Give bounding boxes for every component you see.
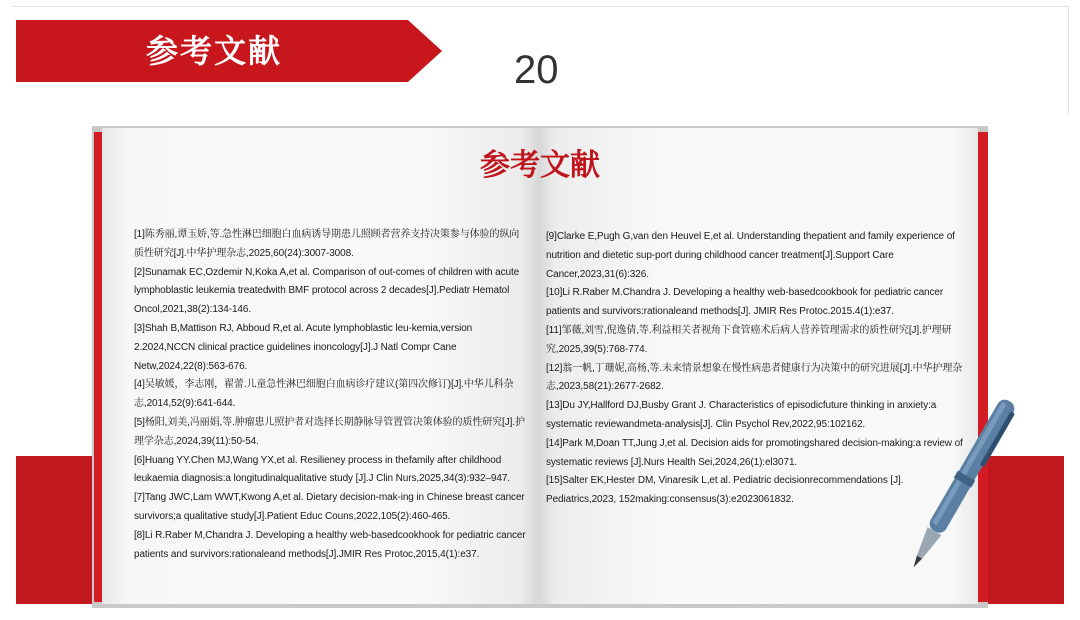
reference-item: [9]Clarke E,Pugh G,van den Heuvel E,et al. Understanding thepatient and family experience of nutrition and dietetic sup-port during childhood cancer treatment[J].Support Care Cancer,2023,31(6):326. [546, 231, 955, 280]
slide-title: 参考文献 [146, 32, 283, 70]
reference-item: [2]Sunamak EC,Ozdemir N,Koka A,et al. Comparison of out-comes of children with acute lymphoblastic leukemia treatedwith BMF protocol across 2 decades[J].Pediatr Hematol Oncol,2021,38(2):134-146. [134, 266, 520, 316]
pen-icon [890, 382, 1030, 592]
reference-item: [3]Shah B,Mattison RJ, Abboud R,et al. Acute lymphoblastic leu-kemia,version 2.2024,NCCN clinical practice guidelines inoncology[J].J Natl Compr Cane Netw,2024,22(8):563-676. [134, 322, 473, 372]
reference-item: [14]Park M,Doan TT,Jung J,et al. Decision aids for promotingshared decision-making:a review of systematic reviews [J].Nurs Health Sei,2024,26(1):el3071. [546, 437, 963, 468]
book-cover-edge-left [94, 132, 102, 602]
reference-item: [5]杨阳,刘美,冯丽娟,等.肿瘤患儿照护者对选择长期静脉导管置管决策体验的质性研究[J].护理学杂志,2024,39(11):50-54. [134, 416, 525, 447]
reference-item: [7]Tang JWC,Lam WWT,Kwong A,et al. Dietary decision-mak-ing in Chinese breast cancer survivors;a qualitative study[J].Patient Educ Couns,2022,105(2):460-465. [134, 492, 525, 522]
reference-item: [8]Li R.Raber M,Chandra J. Developing a healthy web-basedcookhook for pediatric cancer patients and survivors:rationaleand methods[J].JMIR Res Protoc,2015,4(1):e37. [134, 529, 526, 560]
reference-item: [12]翁一帆,丁珊妮,高杨,等.未来情景想象在慢性病患者健康行为决策中的研究进展[J].中华护理杂志,2023,58(21):2677-2682. [546, 362, 963, 393]
reference-item: [10]Li R.Raber M.Chandra J. Developing a healthy web-basedcookbook for pediatric cancer patients and survivors:rationaleand methods[J]. JMIR Res Protoc.2015.4(1):e37. [546, 287, 944, 318]
reference-item: [4]吴敏媛，李志刚，翟蕾.儿童急性淋巴细胞白血病诊疗建议(第四次修订)[J].中华儿科杂志,2014,52(9):641-644. [134, 379, 514, 410]
reference-item: [15]Salter EK,Hester DM, Vinaresik L,et al. Pediatric decisionrecommendations [J]. Pediatrics,2023, 152making:consensus(3):e2023061832. [546, 475, 904, 506]
reference-item: [6]Huang YY.Chen MJ,Wang YX,et al. Resilieney process in thefamily after childhood leukaemia diagnosis:a longitudinalqualitative study [J].J Clin Nurs,2025,34(3):932–947. [134, 454, 510, 485]
slide-page-number: 20 [514, 48, 559, 92]
reference-item: [13]Du JY,Hallford DJ,Busby Grant J. Characteristics of episodicfuture thinking in anxiety:a systematic reviewandmeta-analysis[J]. Clin Psychol Rev,2022,95:102162. [546, 400, 937, 430]
red-block-left [16, 456, 96, 604]
reference-item: [1]陈秀丽,谭玉娇,等.急性淋巴细胞白血病诱导期患儿照顾者营养支持决策参与体验的纵向质性研究[J].中华护理杂志,2025,60(24):3007-3008. [134, 229, 520, 259]
reference-item: [11]邹薇,刘雪,倪逸倩,等.利益相关者视角下食管癌术后病人营养管理需求的质性研究[J].护理研究,2025,39(5):768-774. [546, 324, 952, 355]
book-heading: 参考文献 [480, 148, 600, 183]
reference-list-left [134, 226, 526, 564]
